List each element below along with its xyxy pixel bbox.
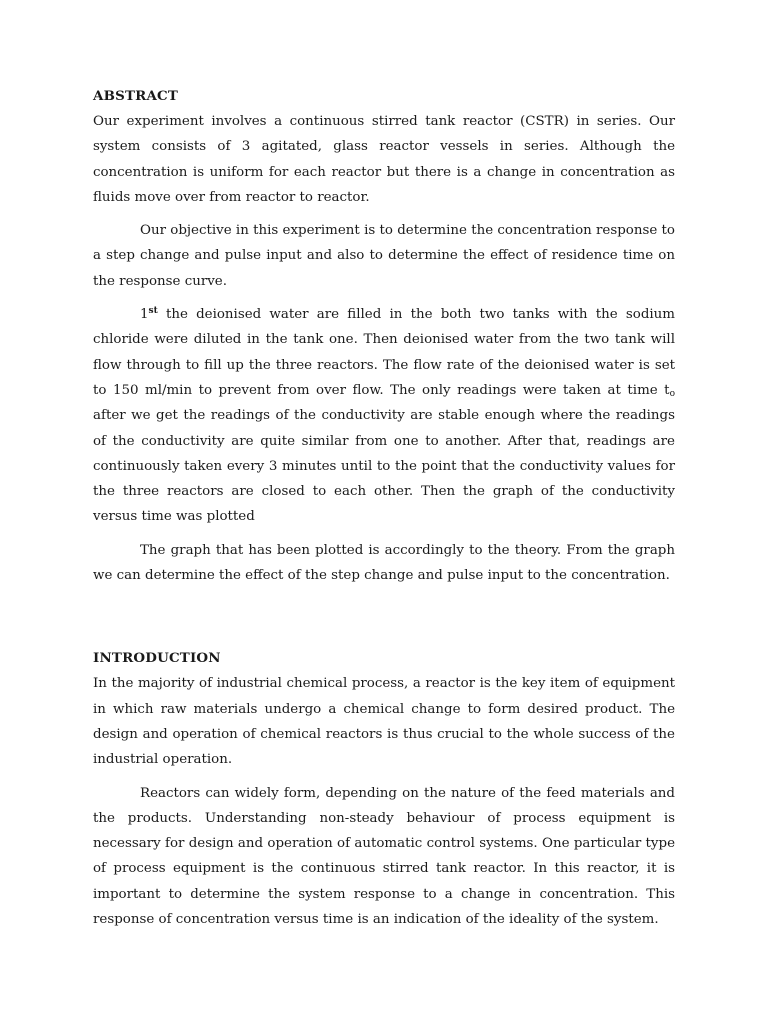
abstract-paragraph-4: The graph that has been plotted is accordingly to the theory. From the graph we can determine the effect of the step change and pulse input to the concentration. bbox=[93, 542, 675, 584]
abstract-paragraph-3-text-b: after we get the readings of the conductivity are stable enough where the readings of the conductivity are quite similar from one to another. After that, readings are continuously taken every 3 minutes until to the point that the conductivity values for the three reactors are closed to each other. Then the graph of the conductivity versus time was plotted bbox=[93, 408, 675, 525]
spacer bbox=[93, 294, 675, 302]
abstract-heading: ABSTRACT bbox=[93, 88, 179, 104]
abstract-paragraph-2: Our objective in this experiment is to determine the concentration response to a step change and pulse input and also to determine the effect of residence time on the response curve. bbox=[93, 223, 675, 289]
spacer bbox=[93, 210, 675, 218]
ordinal-suffix: st bbox=[148, 306, 158, 317]
spacer bbox=[93, 530, 675, 538]
section-spacer bbox=[93, 588, 675, 648]
abstract-paragraph-1: Our experiment involves a continuous stirred tank reactor (CSTR) in series. Our system consists of 3 agitated, glass reactor vessels in series. Although the concentration is uniform for each reactor but there is a change in concentration as fluids move over from reactor to reactor. bbox=[93, 114, 675, 205]
time-subscript: o bbox=[669, 388, 675, 399]
introduction-paragraph-2: Reactors can widely form, depending on the nature of the feed materials and the products. Understanding non-steady behaviour of process equipment is necessary for design and operation of automatic control systems. One particular type of process equipment is the continuous stirred tank reactor. In this reactor, it is important to determine the system response to a change in concentration. This response of concentration versus time is an indication of the ideality of the system. bbox=[93, 785, 675, 928]
introduction-heading: INTRODUCTION bbox=[93, 650, 221, 667]
spacer bbox=[93, 773, 675, 781]
page-content bbox=[93, 86, 675, 932]
abstract-paragraph-3 bbox=[93, 302, 675, 530]
ordinal-number: 1 bbox=[140, 307, 149, 323]
introduction-paragraph-1: In the majority of industrial chemical process, a reactor is the key item of equipment in which raw materials undergo a chemical change to form desired product. The design and operation of chemical reactors is thus crucial to the whole success of the industrial operation. bbox=[93, 676, 675, 768]
abstract-paragraph-3-text-a: the deionised water are filled in the both two tanks with the sodium chloride were diluted in the tank one. Then deionised water from the two tank will flow through to fill up the three reactors. The flow rate of the deionised water is set to 150 ml/min to prevent from over flow. The only readings were taken at time t bbox=[93, 307, 675, 398]
